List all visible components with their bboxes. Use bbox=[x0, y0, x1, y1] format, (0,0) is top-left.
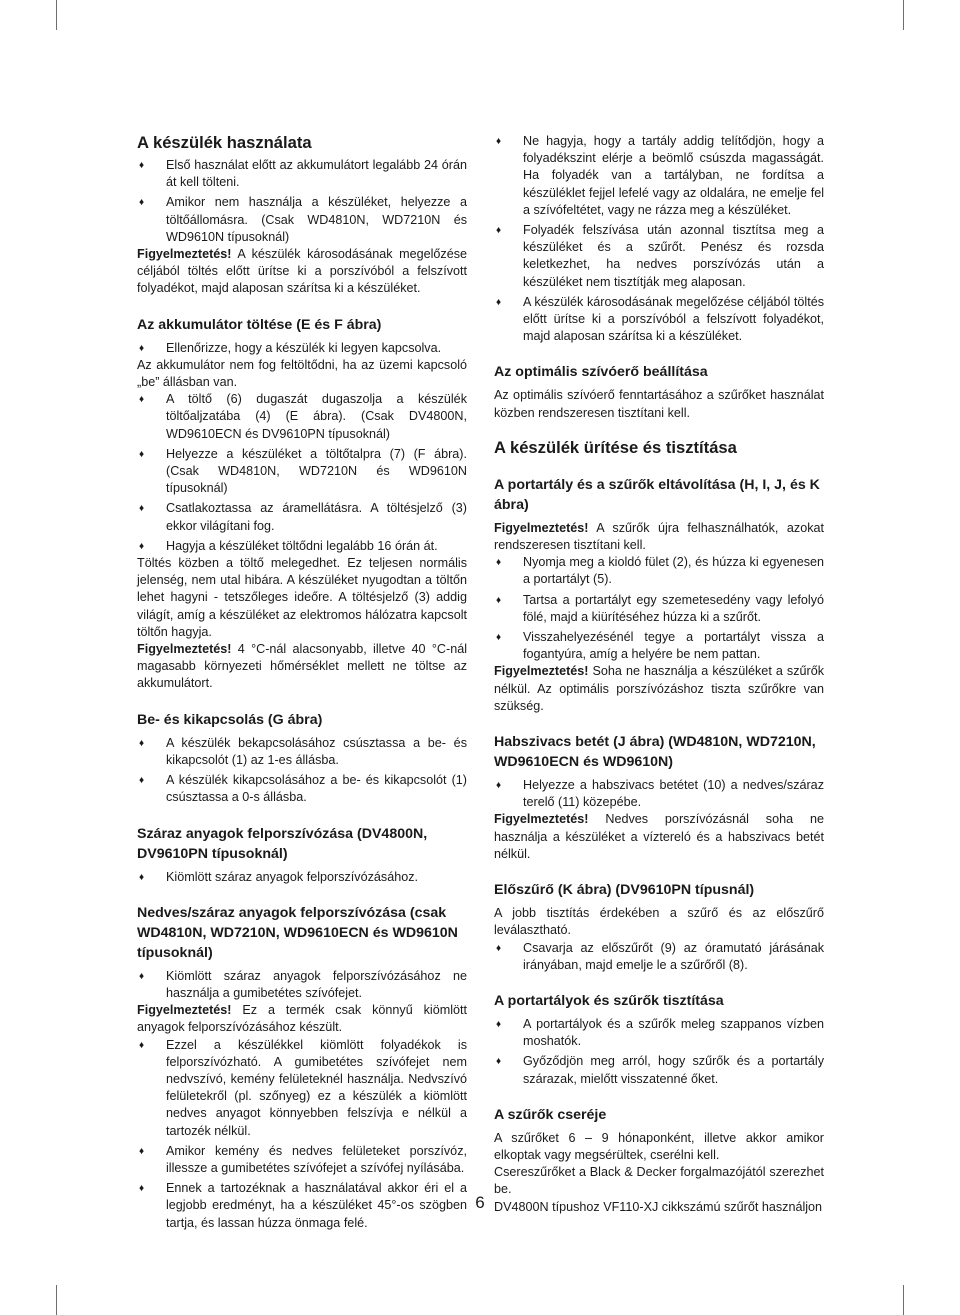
section-heading: Az optimális szívóerő beállítása bbox=[494, 364, 708, 381]
bullet-item: ♦ Visszahelyezésénél tegye a portartályt vissza a fogantyúra, amíg a helyére be nem pattan. bbox=[494, 629, 824, 663]
bullet-item: ♦ Helyezze a készüléket a töltőtalpra (7) (F ábra). (Csak WD4810N, WD7210N és WD9610N típusoknál) bbox=[137, 446, 467, 498]
warning-text: Nedves porszívózásnál soha ne használja a készüléket a víztereló és a habszivacs betét nélkül. bbox=[494, 812, 824, 861]
section-heading: A portartályok és szűrők tisztítása bbox=[494, 992, 724, 1009]
warning-label: Figyelmeztetés! bbox=[137, 1003, 232, 1018]
bullet-item: ♦ A portartályok és a szűrők meleg szappanos vízben moshatók. bbox=[494, 1016, 824, 1050]
section-heading: Be- és kikapcsolás (G ábra) bbox=[137, 711, 323, 728]
warning-paragraph bbox=[137, 246, 467, 298]
bullet-item: ♦ Ne hagyja, hogy a tartály addig telítődjön, hogy a folyadékszint elérje a beömlő csúszda magasságát. Ha folyadék van a tartályban, ne fordítsa a készüléklet fejjel lefelé vagy az oldalára, ne emelje fel a szívófeltétet, vagy ne rázza meg a készüléket. bbox=[494, 133, 824, 219]
warning-label: Figyelmeztetés! bbox=[137, 247, 232, 262]
section-heading: A portartály és a szűrők eltávolítása (H, I, J, és K ábra) bbox=[494, 476, 820, 513]
warning-label: Figyelmeztetés! bbox=[494, 812, 589, 827]
crop-mark bbox=[903, 0, 904, 30]
section-heading: A készülék ürítése és tisztítása bbox=[494, 437, 737, 457]
bullet-item: ♦ Folyadék felszívása után azonnal tisztítsa meg a készüléket és a szűrőt. Penész és rozsda keletkezhet, ha nedves porszívózás után a készüléket nem tisztítják meg alaposan. bbox=[494, 222, 824, 291]
warning-paragraph bbox=[494, 663, 824, 715]
bullet-item: ♦ Helyezze a habszivacs betétet (10) a nedves/száraz terelő (11) közepébe. bbox=[494, 777, 824, 811]
bullet-item: ♦ Csavarja az előszűrőt (9) az óramutató járásának irányában, majd emelje le a szűrőről (8). bbox=[494, 940, 824, 974]
paragraph: Töltés közben a töltő melegedhet. Ez teljesen normális jelenség, nem utal hibára. A készüléket nyugodtan a töltőn lehet hagyni - tetszőleges ideőre. A töltésjelző (3) addig világít, amíg a készüléket az elektromos hálózatra kapcsolt töltőn hagyja. bbox=[137, 556, 467, 639]
bullet-item: ♦ Ellenőrizze, hogy a készülék ki legyen kapcsolva. bbox=[137, 340, 467, 357]
section-heading: A készülék használata bbox=[137, 133, 312, 152]
warning-label: Figyelmeztetés! bbox=[137, 642, 232, 657]
page-number: 6 bbox=[475, 1193, 485, 1212]
warning-paragraph bbox=[494, 811, 824, 863]
section-heading: Nedves/száraz anyagok felporszívózása (csak WD4810N, WD7210N, WD9610ECN és WD9610N típusoknál) bbox=[137, 904, 458, 961]
paragraph: Az optimális szívóerő fenntartásához a szűrőket használat közben rendszeresen tisztítani kell. bbox=[494, 388, 824, 420]
bullet-item: ♦ Ennek a tartozéknak a használatával akkor éri el a legjobb eredményt, ha a készüléket 45°-os szögben tartja, és lassan húzza önmaga felé. bbox=[137, 1180, 467, 1232]
left-column bbox=[137, 133, 467, 1232]
warning-label: Figyelmeztetés! bbox=[494, 664, 589, 679]
section-heading: A szűrők cseréje bbox=[494, 1106, 607, 1123]
warning-text: Soha ne használja a készüléket a szűrők nélkül. Az optimális porszívózáshoz tiszta szűrőkre van szükség. bbox=[494, 664, 824, 713]
section-heading: Száraz anyagok felporszívózása (DV4800N, DV9610PN típusoknál) bbox=[137, 825, 428, 862]
bullet-item: ♦ Kiömlött száraz anyagok felporszívózásához ne használja a gumibetétes szívófejet. bbox=[137, 968, 467, 1002]
warning-text: Ez a termék csak könnyű kiömlött anyagok felporszívózásához készült. bbox=[137, 1003, 467, 1035]
bullet-item: ♦ A töltő (6) dugaszát dugaszolja a készülék töltőaljzatába (4) (E ábra). (Csak DV4800N, WD9610ECN és DV9610PN típusoknál) bbox=[137, 391, 467, 443]
crop-mark bbox=[903, 1285, 904, 1315]
paragraph: A jobb tisztítás érdekében a szűrő és az előszűrő leválasztható. bbox=[494, 906, 824, 938]
paragraph: Az akkumulátor nem fog feltöltődni, ha az üzemi kapcsoló „be” állásban van. bbox=[137, 357, 467, 390]
bullet-item: ♦ Csatlakoztassa az áramellátásra. A töltésjelző (3) ekkor világítani fog. bbox=[137, 500, 467, 534]
crop-mark bbox=[56, 1285, 57, 1315]
bullet-item: ♦ Amikor kemény és nedves felületeket porszívóz, illessze a gumibetétes szívófejet a szívófej nyílásába. bbox=[137, 1143, 467, 1177]
section-heading: Az akkumulátor töltése (E és F ábra) bbox=[137, 316, 382, 333]
bullet-item: ♦ Tartsa a portartályt egy szemetesedény vagy lefolyó fölé, majd a kiürítéséhez húzza ki a szűrőt. bbox=[494, 592, 824, 626]
bullet-item: ♦ A készülék bekapcsolásához csúsztassa a be- és kikapcsolót (1) az 1-es állásba. bbox=[137, 735, 467, 769]
bullet-item: ♦ Kiömlött száraz anyagok felporszívózásához. bbox=[137, 869, 467, 886]
warning-paragraph bbox=[494, 520, 824, 554]
bullet-item: ♦ Ezzel a készülékkel kiömlött folyadékok is felporszívózható. A gumibetétes szívófejet nem nedvszívó, kemény felületeknél használja. Nedvszívó felületekről (pl. szőnyeg) ez a készülék a kiömlött nedves anyagot könnyebben felszívja e nélkül a tartozék nélkül. bbox=[137, 1037, 467, 1140]
warning-paragraph bbox=[137, 641, 467, 693]
warning-text: A szűrők újra felhasználhatók, azokat rendszeresen tisztítani kell. bbox=[494, 520, 824, 553]
bullet-item: ♦ A készülék károsodásának megelőzése céljából töltés előtt ürítse ki a porszívóból a felszívott folyadékot, majd alaposan szárítsa ki a készüléket. bbox=[494, 294, 824, 346]
paragraph: Csereszűrőket a Black & Decker forgalmazójától szerezhet be. bbox=[494, 1165, 824, 1197]
section-heading: Habszivacs betét (J ábra) (WD4810N, WD7210N, WD9610ECN és WD9610N) bbox=[494, 734, 816, 771]
paragraph: A szűrőket 6 – 9 hónaponként, illetve akkor amikor elkoptak vagy megsérültek, cserélni kell. bbox=[494, 1130, 824, 1162]
warning-text: 4 °C-nál alacsonyabb, illetve 40 °C-nál magasabb környezeti hőmérséklet mellett ne töltse az akkumulátort. bbox=[137, 642, 467, 691]
bullet-item: ♦ Nyomja meg a kioldó fület (2), és húzza ki egyenesen a portartályt (5). bbox=[494, 554, 824, 588]
crop-mark bbox=[56, 0, 57, 30]
warning-paragraph bbox=[137, 1002, 467, 1036]
bullet-item: ♦ A készülék kikapcsolásához a be- és kikapcsolót (1) csúsztassa a 0-s állásba. bbox=[137, 772, 467, 806]
bullet-item: ♦ Amikor nem használja a készüléket, helyezze a töltőállomásra. (Csak WD4810N, WD7210N és WD9610N típusoknál) bbox=[137, 194, 467, 246]
bullet-item: ♦ Első használat előtt az akkumulátort legalább 24 órán át kell tölteni. bbox=[137, 157, 467, 191]
paragraph: DV4800N típushoz VF110-XJ cikkszámú szűrőt használjon bbox=[494, 1199, 823, 1214]
warning-label: Figyelmeztetés! bbox=[494, 520, 589, 535]
right-column bbox=[494, 133, 824, 1216]
bullet-item: ♦ Hagyja a készüléket töltődni legalább 16 órán át. bbox=[137, 538, 467, 555]
section-heading: Előszűrő (K ábra) (DV9610PN típusnál) bbox=[494, 882, 755, 899]
warning-text: A készülék károsodásának megelőzése céljából töltés előtt ürítse ki a porszívóból a felszívott folyadékot, majd alaposan szárítsa ki a készüléket. bbox=[137, 247, 467, 296]
bullet-item: ♦ Győződjön meg arról, hogy szűrők és a portartály szárazak, mielőtt visszatenné őket. bbox=[494, 1053, 824, 1087]
